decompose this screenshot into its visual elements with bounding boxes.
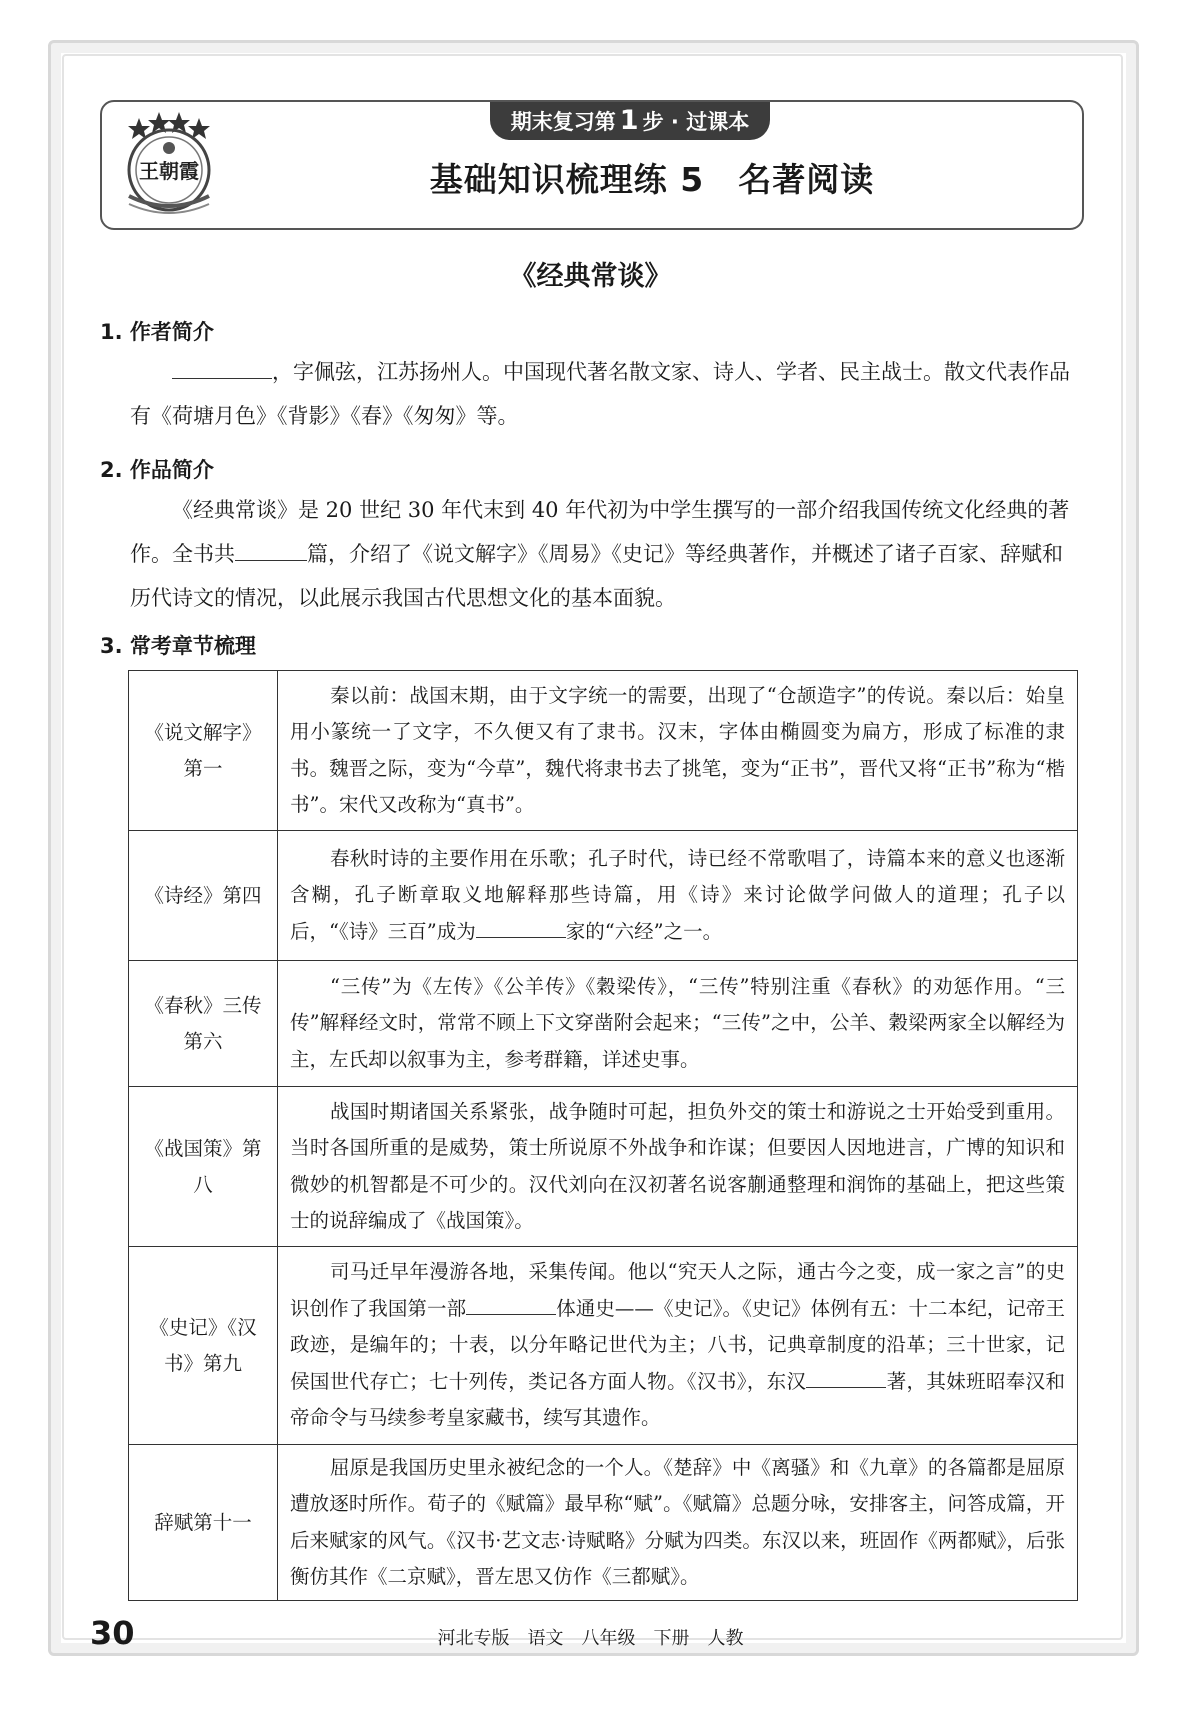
- chapter-table: [128, 670, 1078, 1601]
- row-text: 著，其妹班昭奉汉和帝命令与马续参考皇家藏书，续写其遗作。: [290, 1369, 1065, 1430]
- header-tab: [490, 102, 770, 140]
- table-row: [129, 1087, 1078, 1247]
- row-text: 秦以前：战国末期，由于文字统一的需要，出现了“仓颉造字”的传说。秦以后：始皇用小篆统一了文字，不久便又有了隶书。汉末，字体由椭圆变为扁方，形成了标准的隶书。魏晋之际，变为“今草”，魏代将隶书去了挑笔，变为“正书”，晋代又将“正书”称为“楷书”。宋代又改称为“真书”。: [290, 683, 1065, 816]
- row-heading: 《诗经》第四: [129, 831, 278, 961]
- row-text: 家的“六经”之一。: [565, 919, 723, 943]
- logo-text: 王朝霞: [139, 159, 199, 183]
- table-row: [129, 1247, 1078, 1445]
- page-number: 30: [90, 1614, 135, 1652]
- section-1-title: 1. 作者简介: [100, 320, 214, 344]
- book-title: 《经典常谈》: [509, 261, 672, 292]
- tab-prefix: 期末复习第: [510, 110, 616, 134]
- work-intro-a: 《经典常谈》是 20 世纪 30 年代末到 40 年代初为中学生撰写的一部介绍我国传统文化经典的著作。全书共: [130, 498, 1070, 566]
- blank-school[interactable]: [476, 917, 566, 938]
- row-text: 体通史——《史记》。《史记》体例有五：十二本纪，记帝王政迹，是编年的；十表，以分年略记世代为主；八书，记典章制度的沿革；三十世家，记侯国世代存亡；七十列传，类记各方面人物。《汉书》，东汉: [290, 1296, 1065, 1393]
- row-content: [278, 1445, 1078, 1601]
- row-text: 司马迁早年漫游各地，采集传闻。他以“究天人之际，通古今之变，成一家之言”的史识创作了我国第一部: [290, 1260, 1065, 1320]
- table-row: [129, 671, 1078, 831]
- publisher-logo: [114, 108, 224, 218]
- author-intro: ，字佩弦，江苏扬州人。中国现代著名散文家、诗人、学者、民主战士。散文代表作品有《荷塘月色》《背影》《春》《匆匆》等。: [130, 360, 1070, 428]
- blank-han-author[interactable]: [806, 1367, 886, 1388]
- tab-step-number: 1: [619, 105, 639, 136]
- section-2-text: [130, 488, 1080, 620]
- footer-info: 河北专版 语文 八年级 下册 人教: [437, 1628, 744, 1649]
- table-row: [129, 831, 1078, 961]
- row-heading: 辞赋第十一: [129, 1445, 278, 1601]
- row-heading: 《史记》《汉书》第九: [129, 1247, 278, 1445]
- blank-author-name[interactable]: [172, 358, 272, 379]
- row-heading: 《说文解字》第一: [129, 671, 278, 831]
- header-banner: [100, 100, 1084, 230]
- row-heading: 《春秋》三传第六: [129, 961, 278, 1087]
- table-row: [129, 961, 1078, 1087]
- page-title: 基础知识梳理练 5 名著阅读: [429, 160, 875, 199]
- row-content: [278, 961, 1078, 1087]
- row-text: 春秋时诗的主要作用在乐歌；孔子时代，诗已经不常歌唱了，诗篇本来的意义也逐渐含糊，孔子断章取义地解释那些诗篇，用《诗》来讨论做学问做人的道理；孔子以后，“《诗》三百”成为: [290, 846, 1065, 943]
- row-text: 屈原是我国历史里永被纪念的一个人。《楚辞》中《离骚》和《九章》的各篇都是屈原遭放逐时所作。荀子的《赋篇》最早称“赋”。《赋篇》总题分咏，安排客主，问答成篇，开后来赋家的风气。《汉书·艺文志·诗赋略》分赋为四类。东汉以来，班固作《两都赋》，后张衡仿其作《二京赋》，晋左思又仿作《三都赋》。: [290, 1455, 1065, 1588]
- section-1-text: [130, 350, 1080, 438]
- row-content: [278, 831, 1078, 961]
- row-content: [278, 671, 1078, 831]
- tab-suffix: 步 · 过课本: [642, 110, 750, 134]
- section-3-title: 3. 常考章节梳理: [100, 634, 256, 658]
- table-row: [129, 1445, 1078, 1601]
- work-intro-b: 篇，介绍了《说文解字》《周易》《史记》等经典著作，并概述了诸子百家、辞赋和历代诗文的情况，以此展示我国古代思想文化的基本面貌。: [130, 542, 1063, 610]
- section-2-title: 2. 作品简介: [100, 458, 214, 482]
- row-heading: 《战国策》第八: [129, 1087, 278, 1247]
- row-text: 战国时期诸国关系紧张，战争随时可起，担负外交的策士和游说之士开始受到重用。当时各国所重的是威势，策士所说原不外战争和诈谋；但要因人因地进言，广博的知识和微妙的机智都是不可少的。汉代刘向在汉初著名说客蒯通整理和润饰的基础上，把这些策士的说辞编成了《战国策》。: [290, 1099, 1065, 1232]
- blank-chapter-count[interactable]: [235, 540, 307, 561]
- row-content: [278, 1247, 1078, 1445]
- row-content: [278, 1087, 1078, 1247]
- blank-history-type[interactable]: [466, 1294, 556, 1315]
- row-text: “三传”为《左传》《公羊传》《穀梁传》，“三传”特别注重《春秋》的劝惩作用。“三传”解释经文时，常常不顾上下文穿凿附会起来；“三传”之中，公羊、穀梁两家全以解经为主，左氏却以叙事为主，参考群籍，详述史事。: [290, 974, 1065, 1071]
